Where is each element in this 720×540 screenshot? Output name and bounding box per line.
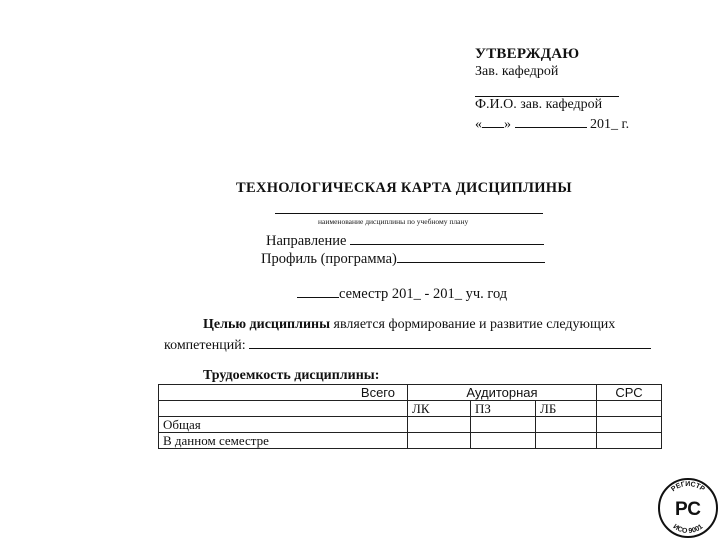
cell bbox=[597, 433, 662, 449]
approval-position: Зав. кафедрой bbox=[475, 64, 559, 79]
subheader-empty bbox=[159, 401, 408, 417]
profile-blank bbox=[397, 250, 545, 263]
discipline-caption: наименование дисциплины по учебному плану bbox=[318, 217, 469, 226]
direction-label: Направление bbox=[266, 233, 347, 249]
cell bbox=[471, 417, 536, 433]
rostest-iso-logo bbox=[657, 477, 719, 539]
row-general-label: Общая bbox=[159, 417, 408, 433]
header-total: Всего bbox=[159, 385, 408, 401]
table-row bbox=[159, 433, 662, 449]
logo-letters: РС bbox=[675, 499, 701, 520]
direction-blank bbox=[350, 232, 544, 245]
competencies-field bbox=[164, 336, 651, 354]
document-title: ТЕХНОЛОГИЧЕСКАЯ КАРТА ДИСЦИПЛИНЫ bbox=[236, 180, 572, 196]
subheader-lb: ЛБ bbox=[536, 401, 597, 417]
cell bbox=[536, 433, 597, 449]
semester-blank bbox=[297, 285, 339, 298]
header-srs: СРС bbox=[597, 385, 662, 401]
header-auditorial: Аудиторная bbox=[408, 385, 597, 401]
day-blank bbox=[482, 115, 504, 128]
approval-date bbox=[475, 115, 629, 133]
competencies-blank bbox=[249, 336, 651, 349]
direction-field bbox=[266, 232, 544, 250]
semester-field bbox=[297, 285, 507, 303]
approval-signature-name: Ф.И.О. зав. кафедрой bbox=[475, 97, 603, 112]
cell bbox=[408, 417, 471, 433]
subheader-pz: ПЗ bbox=[471, 401, 536, 417]
cell bbox=[471, 433, 536, 449]
discipline-name-line bbox=[275, 213, 543, 214]
cell bbox=[597, 417, 662, 433]
row-semester-label: В данном семестре bbox=[159, 433, 408, 449]
table-subheader-row bbox=[159, 401, 662, 417]
date-year: 201_ г. bbox=[590, 117, 630, 132]
academic-year: 201_ - 201_ уч. год bbox=[391, 286, 508, 302]
table-header-row bbox=[159, 385, 662, 401]
profile-field bbox=[261, 250, 545, 268]
cell bbox=[536, 417, 597, 433]
logo-bottom-text: ИСО 9001 bbox=[671, 523, 705, 536]
subheader-srs-empty bbox=[597, 401, 662, 417]
logo-top-text: РЕГИСТР bbox=[670, 480, 706, 494]
subheader-lk: ЛК bbox=[408, 401, 471, 417]
cell bbox=[408, 433, 471, 449]
table-row bbox=[159, 417, 662, 433]
labor-table bbox=[158, 384, 662, 449]
date-close-quote: » bbox=[504, 117, 511, 132]
date-open-quote: « bbox=[475, 117, 482, 132]
goal-bold: Целью дисциплины bbox=[203, 317, 331, 332]
month-blank bbox=[515, 115, 587, 128]
semester-label: семестр bbox=[339, 286, 389, 302]
approval-title: УТВЕРЖДАЮ bbox=[475, 46, 580, 62]
competencies-label: компетенций: bbox=[164, 338, 246, 353]
labor-title: Трудоемкость дисциплины: bbox=[203, 368, 380, 383]
profile-label: Профиль (программа) bbox=[261, 251, 397, 267]
goal-sentence bbox=[203, 317, 615, 333]
goal-rest: является формирование и развитие следующих bbox=[333, 317, 616, 332]
